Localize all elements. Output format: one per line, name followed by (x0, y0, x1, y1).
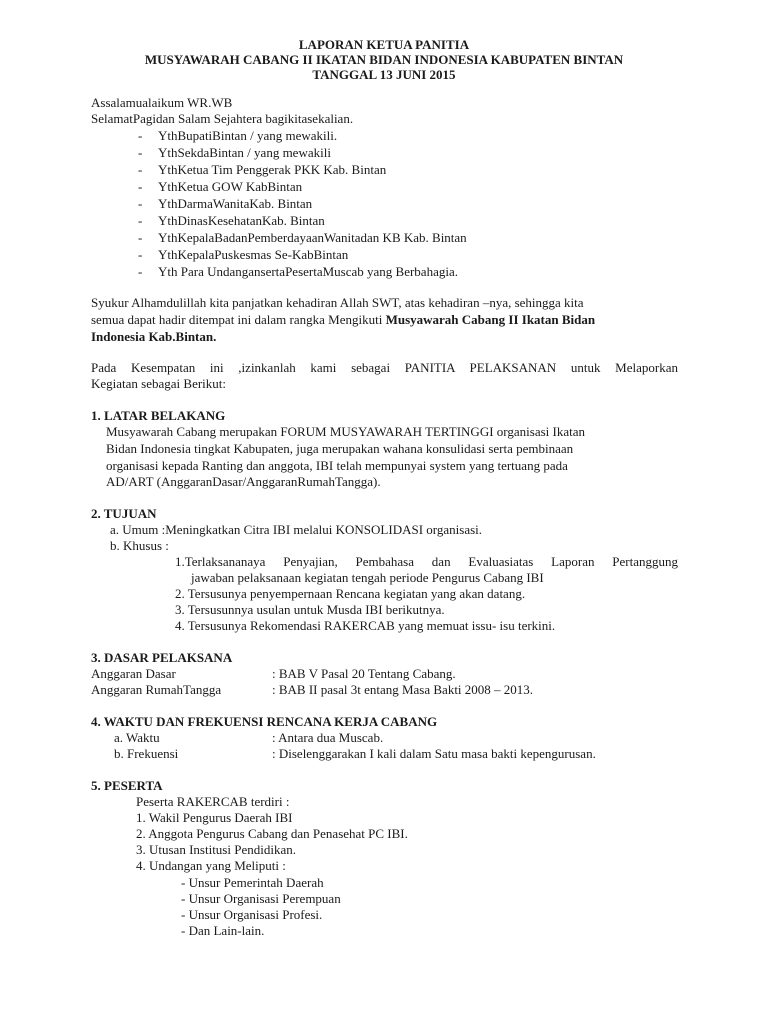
frekuensi-value: : Diselenggarakan I kali dalam Satu masa bakti kepengurusan. (272, 746, 596, 761)
addressee-dash: - (138, 162, 143, 177)
paragraph-syukur-line: semua dapat hadir ditempat ini dalam rangka Mengikuti Musyawarah Cabang II Ikatan Bidan (91, 312, 596, 327)
peserta-subitem: - Unsur Organisasi Profesi. (181, 907, 323, 922)
latar-belakang-line: Bidan Indonesia tingkat Kabupaten, juga merupakan wahana konsulidasi serta pembinaan (106, 441, 574, 456)
title-line-3: TANGGAL 13 JUNI 2015 (312, 67, 456, 82)
addressee-dash: - (138, 213, 143, 228)
dasar-value: : BAB V Pasal 20 Tentang Cabang. (272, 666, 456, 681)
tujuan-khusus-item: 2. Tersusunya penyempernaan Rencana kegiatan yang akan datang. (175, 586, 526, 601)
section-heading-tujuan: 2. TUJUAN (91, 506, 157, 521)
addressee-dash: - (138, 128, 143, 143)
peserta-item: 4. Undangan yang Meliputi : (136, 858, 286, 873)
addressee-dash: - (138, 145, 143, 160)
paragraph-kesempatan-line: Kegiatan sebagai Berikut: (91, 376, 227, 391)
latar-belakang-line: AD/ART (AnggaranDasar/AnggaranRumahTangga). (106, 474, 381, 489)
peserta-intro: Peserta RAKERCAB terdiri : (136, 794, 290, 809)
latar-belakang-line: Musyawarah Cabang merupakan FORUM MUSYAWARAH TERTINGGI organisasi Ikatan (106, 424, 585, 439)
peserta-subitem: - Unsur Organisasi Perempuan (181, 891, 341, 906)
addressee-dash: - (138, 230, 143, 245)
peserta-subitem: - Unsur Pemerintah Daerah (181, 875, 324, 890)
tujuan-khusus-item: 1.Terlaksananaya Penyajian, Pembahasa dan Evaluasiatas Laporan Pertanggung (175, 554, 678, 569)
paragraph-syukur-line: Syukur Alhamdulillah kita panjatkan kehadiran Allah SWT, atas kehadiran –nya, sehingga kita (91, 295, 584, 310)
latar-belakang-line: organisasi kepada Ranting dan anggota, IBI telah mempunyai system yang tertuang pada (106, 458, 568, 473)
greeting-line: SelamatPagidan Salam Sejahtera bagikitasekalian. (91, 111, 354, 126)
addressee-item: YthKetua GOW KabBintan (158, 179, 303, 194)
paragraph-kesempatan-line: Pada Kesempatan ini ,izinkanlah kami sebagai PANITIA PELAKSANAN untuk Melaporkan (91, 360, 678, 375)
waktu-value: : Antara dua Muscab. (272, 730, 384, 745)
addressee-dash: - (138, 247, 143, 262)
peserta-item: 3. Utusan Institusi Pendidikan. (136, 842, 296, 857)
peserta-subitem: - Dan Lain-lain. (181, 923, 265, 938)
title-line-1: LAPORAN KETUA PANITIA (298, 37, 470, 52)
addressee-item: YthKepalaPuskesmas Se-KabBintan (158, 247, 349, 262)
peserta-item: 2. Anggota Pengurus Cabang dan Penasehat PC IBI. (136, 826, 408, 841)
addressee-dash: - (138, 264, 143, 279)
addressee-item: YthKetua Tim Penggerak PKK Kab. Bintan (158, 162, 387, 177)
tujuan-khusus-item: 4. Tersusunya Rekomendasi RAKERCAB yang memuat issu- isu terkini. (175, 618, 556, 633)
dasar-label: Anggaran Dasar (91, 666, 176, 681)
tujuan-khusus-item-cont: jawaban pelaksanaan kegiatan tengah periode Pengurus Cabang IBI (191, 570, 544, 585)
dasar-value: : BAB II pasal 3t entang Masa Bakti 2008 – 2013. (272, 682, 534, 697)
waktu-label: a. Waktu (114, 730, 160, 745)
tujuan-umum: a. Umum :Meningkatkan Citra IBI melalui KONSOLIDASI organisasi. (110, 522, 483, 537)
paragraph-syukur-line: Indonesia Kab.Bintan. (91, 329, 217, 344)
tujuan-khusus-label: b. Khusus : (110, 538, 169, 553)
addressee-item: Yth Para UndangansertaPesertaMuscab yang Berbahagia. (158, 264, 458, 279)
addressee-item: YthKepalaBadanPemberdayaanWanitadan KB Kab. Bintan (158, 230, 467, 245)
section-heading-latar-belakang: 1. LATAR BELAKANG (91, 408, 226, 423)
greeting-line: Assalamualaikum WR.WB (91, 95, 233, 110)
addressee-item: YthBupatiBintan / yang mewakili. (158, 128, 338, 143)
addressee-dash: - (138, 179, 143, 194)
tujuan-khusus-item: 3. Tersusunnya usulan untuk Musda IBI berikutnya. (175, 602, 445, 617)
title-line-2: MUSYAWARAH CABANG II IKATAN BIDAN INDONESIA KABUPATEN BINTAN (144, 52, 624, 67)
frekuensi-label: b. Frekuensi (114, 746, 179, 761)
section-heading-peserta: 5. PESERTA (91, 778, 163, 793)
peserta-item: 1. Wakil Pengurus Daerah IBI (136, 810, 293, 825)
addressee-item: YthDarmaWanitaKab. Bintan (158, 196, 313, 211)
addressee-item: YthDinasKesehatanKab. Bintan (158, 213, 325, 228)
addressee-dash: - (138, 196, 143, 211)
section-heading-waktu: 4. WAKTU DAN FREKUENSI RENCANA KERJA CABANG (91, 714, 438, 729)
addressee-item: YthSekdaBintan / yang mewakili (158, 145, 331, 160)
section-heading-dasar-pelaksana: 3. DASAR PELAKSANA (91, 650, 233, 665)
dasar-label: Anggaran RumahTangga (91, 682, 222, 697)
